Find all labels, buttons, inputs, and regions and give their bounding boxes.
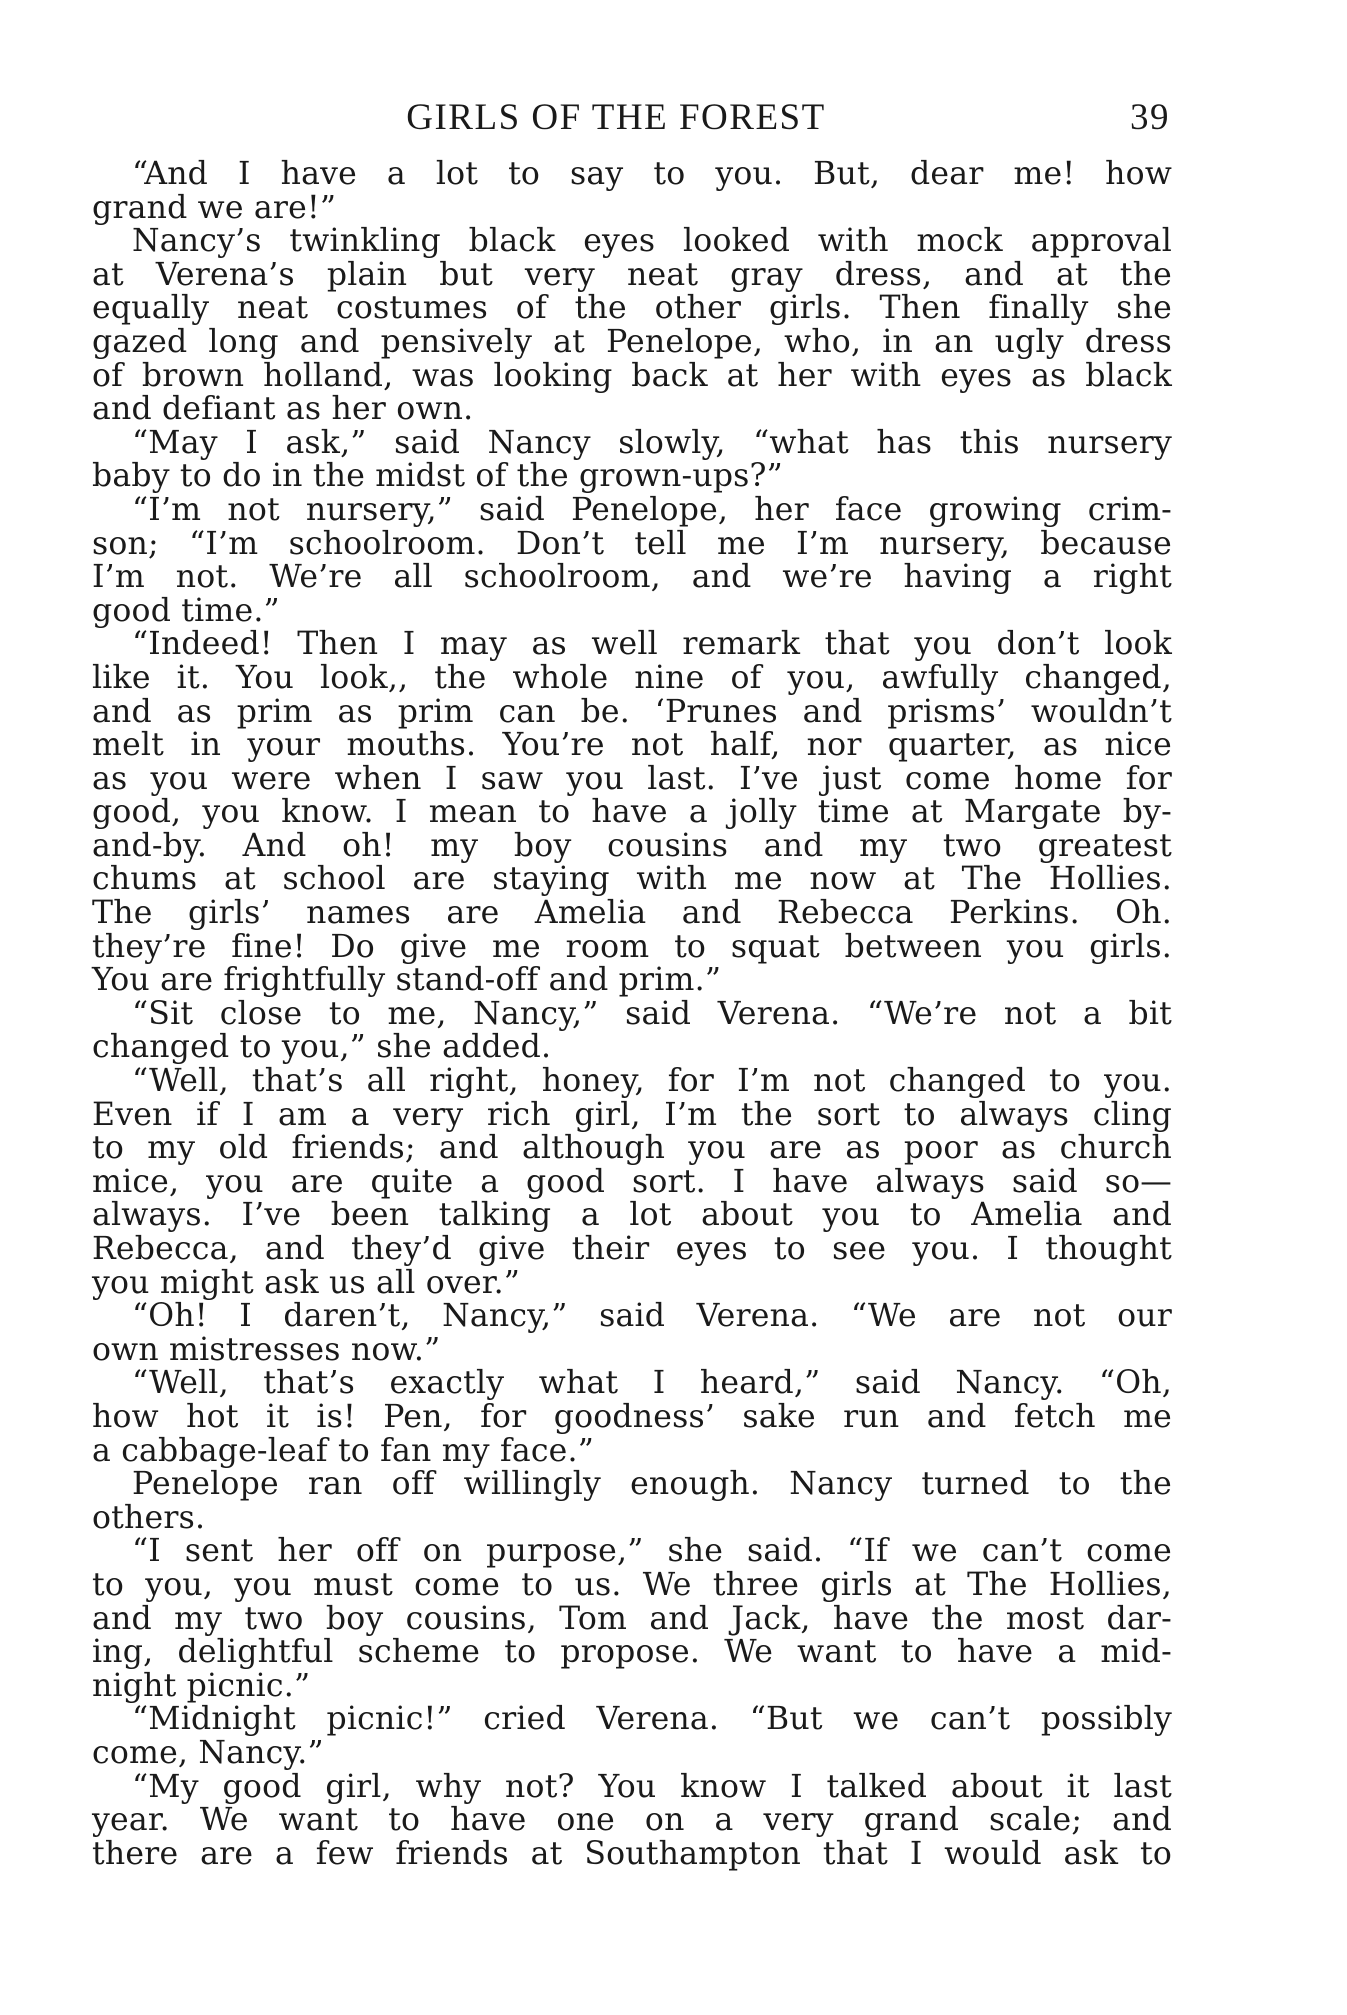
text-line: changed to you,” she added.: [92, 1029, 552, 1066]
text-line: You are frightfully stand-off and prim.”: [92, 962, 722, 999]
text-line: “My good girl, why not? You know I talked about it last: [132, 1768, 1172, 1805]
text-line: at Verena’s plain but very neat gray dress, and at the: [92, 256, 1172, 293]
text-line: they’re fine! Do give me room to squat between you girls.: [92, 928, 1172, 965]
text-line: ing, delightful scheme to propose. We want to have a mid-: [92, 1634, 1172, 1671]
text-line: and my two boy cousins, Tom and Jack, have the most dar-: [92, 1600, 1172, 1637]
text-line: “Indeed! Then I may as well remark that you don’t look: [132, 626, 1172, 663]
text-line: melt in your mouths. You’re not half, nor quarter, as nice: [92, 727, 1172, 764]
text-line: “I’m not nursery,” said Penelope, her face growing crim-: [132, 491, 1172, 528]
text-line: “May I ask,” said Nancy slowly, “what has this nursery: [132, 424, 1172, 461]
text-line: to my old friends; and although you are as poor as church: [92, 1130, 1172, 1167]
text-line: grand we are!”: [92, 189, 337, 226]
text-line: good time.”: [92, 592, 280, 629]
text-line: gazed long and pensively at Penelope, who, in an ugly dress: [92, 323, 1172, 360]
text-line: baby to do in the midst of the grown-ups?”: [92, 458, 783, 495]
text-line: “Midnight picnic!” cried Verena. “But we can’t possibly: [132, 1701, 1172, 1738]
text-line: like it. You look,, the whole nine of you, awfully changed,: [92, 659, 1172, 696]
running-title: GIRLS OF THE FOREST: [406, 97, 826, 138]
text-line: others.: [92, 1499, 206, 1536]
page-header: [92, 96, 1170, 142]
text-line: and-by. And oh! my boy cousins and my two greatest: [92, 827, 1172, 864]
text-line: “I sent her off on purpose,” she said. “If we can’t come: [132, 1533, 1172, 1570]
text-line: The girls’ names are Amelia and Rebecca Perkins. Oh.: [92, 895, 1172, 932]
text-line: you might ask us all over.”: [92, 1264, 521, 1301]
text-line: equally neat costumes of the other girls. Then finally she: [92, 290, 1172, 327]
page-number: 39: [1130, 97, 1170, 138]
text-line: and defiant as her own.: [92, 391, 474, 428]
text-line: “Well, that’s all right, honey, for I’m not changed to you.: [132, 1063, 1172, 1100]
text-line: as you were when I saw you last. I’ve just come home for: [92, 760, 1172, 797]
text-line: a cabbage-leaf to fan my face.”: [92, 1432, 595, 1469]
text-line: of brown holland, was looking back at her with eyes as black: [92, 357, 1172, 394]
text-line: night picnic.”: [92, 1667, 311, 1704]
text-line: “Well, that’s exactly what I heard,” said Nancy. “Oh,: [132, 1365, 1172, 1402]
text-line: there are a few friends at Southampton that I would ask to: [92, 1835, 1172, 1872]
text-line: “And I have a lot to say to you. But, dear me! how: [132, 156, 1172, 192]
text-line: Penelope ran off willingly enough. Nancy turned to the: [132, 1466, 1172, 1503]
text-line: always. I’ve been talking a lot about you to Amelia and: [92, 1197, 1172, 1234]
text-line: Even if I am a very rich girl, I’m the sort to always cling: [92, 1096, 1172, 1133]
text-line: to you, you must come to us. We three girls at The Hollies,: [92, 1566, 1172, 1603]
text-line: I’m not. We’re all schoolroom, and we’re having a right: [92, 559, 1172, 596]
text-line: Nancy’s twinkling black eyes looked with mock approval: [132, 223, 1172, 260]
text-line: how hot it is! Pen, for goodness’ sake run and fetch me: [92, 1398, 1172, 1435]
text-line: and as prim as prim can be. ‘Prunes and prisms’ wouldn’t: [92, 693, 1172, 730]
text-line: Rebecca, and they’d give their eyes to see you. I thought: [92, 1231, 1172, 1267]
text-line: son; “I’m schoolroom. Don’t tell me I’m nursery, because: [92, 525, 1172, 562]
body-text: [92, 158, 1172, 1871]
text-line: chums at school are staying with me now at The Hollies.: [92, 861, 1172, 898]
text-line: own mistresses now.”: [92, 1331, 441, 1368]
text-line: good, you know. I mean to have a jolly time at Margate by-: [92, 794, 1172, 831]
text-line: “Oh! I daren’t, Nancy,” said Verena. “We are not our: [132, 1298, 1172, 1335]
text-line: mice, you are quite a good sort. I have always said so—: [92, 1163, 1172, 1200]
text-line: come, Nancy.”: [92, 1734, 324, 1771]
text-line: year. We want to have one on a very grand scale; and: [92, 1802, 1172, 1839]
text-line: “Sit close to me, Nancy,” said Verena. “We’re not a bit: [132, 995, 1172, 1032]
